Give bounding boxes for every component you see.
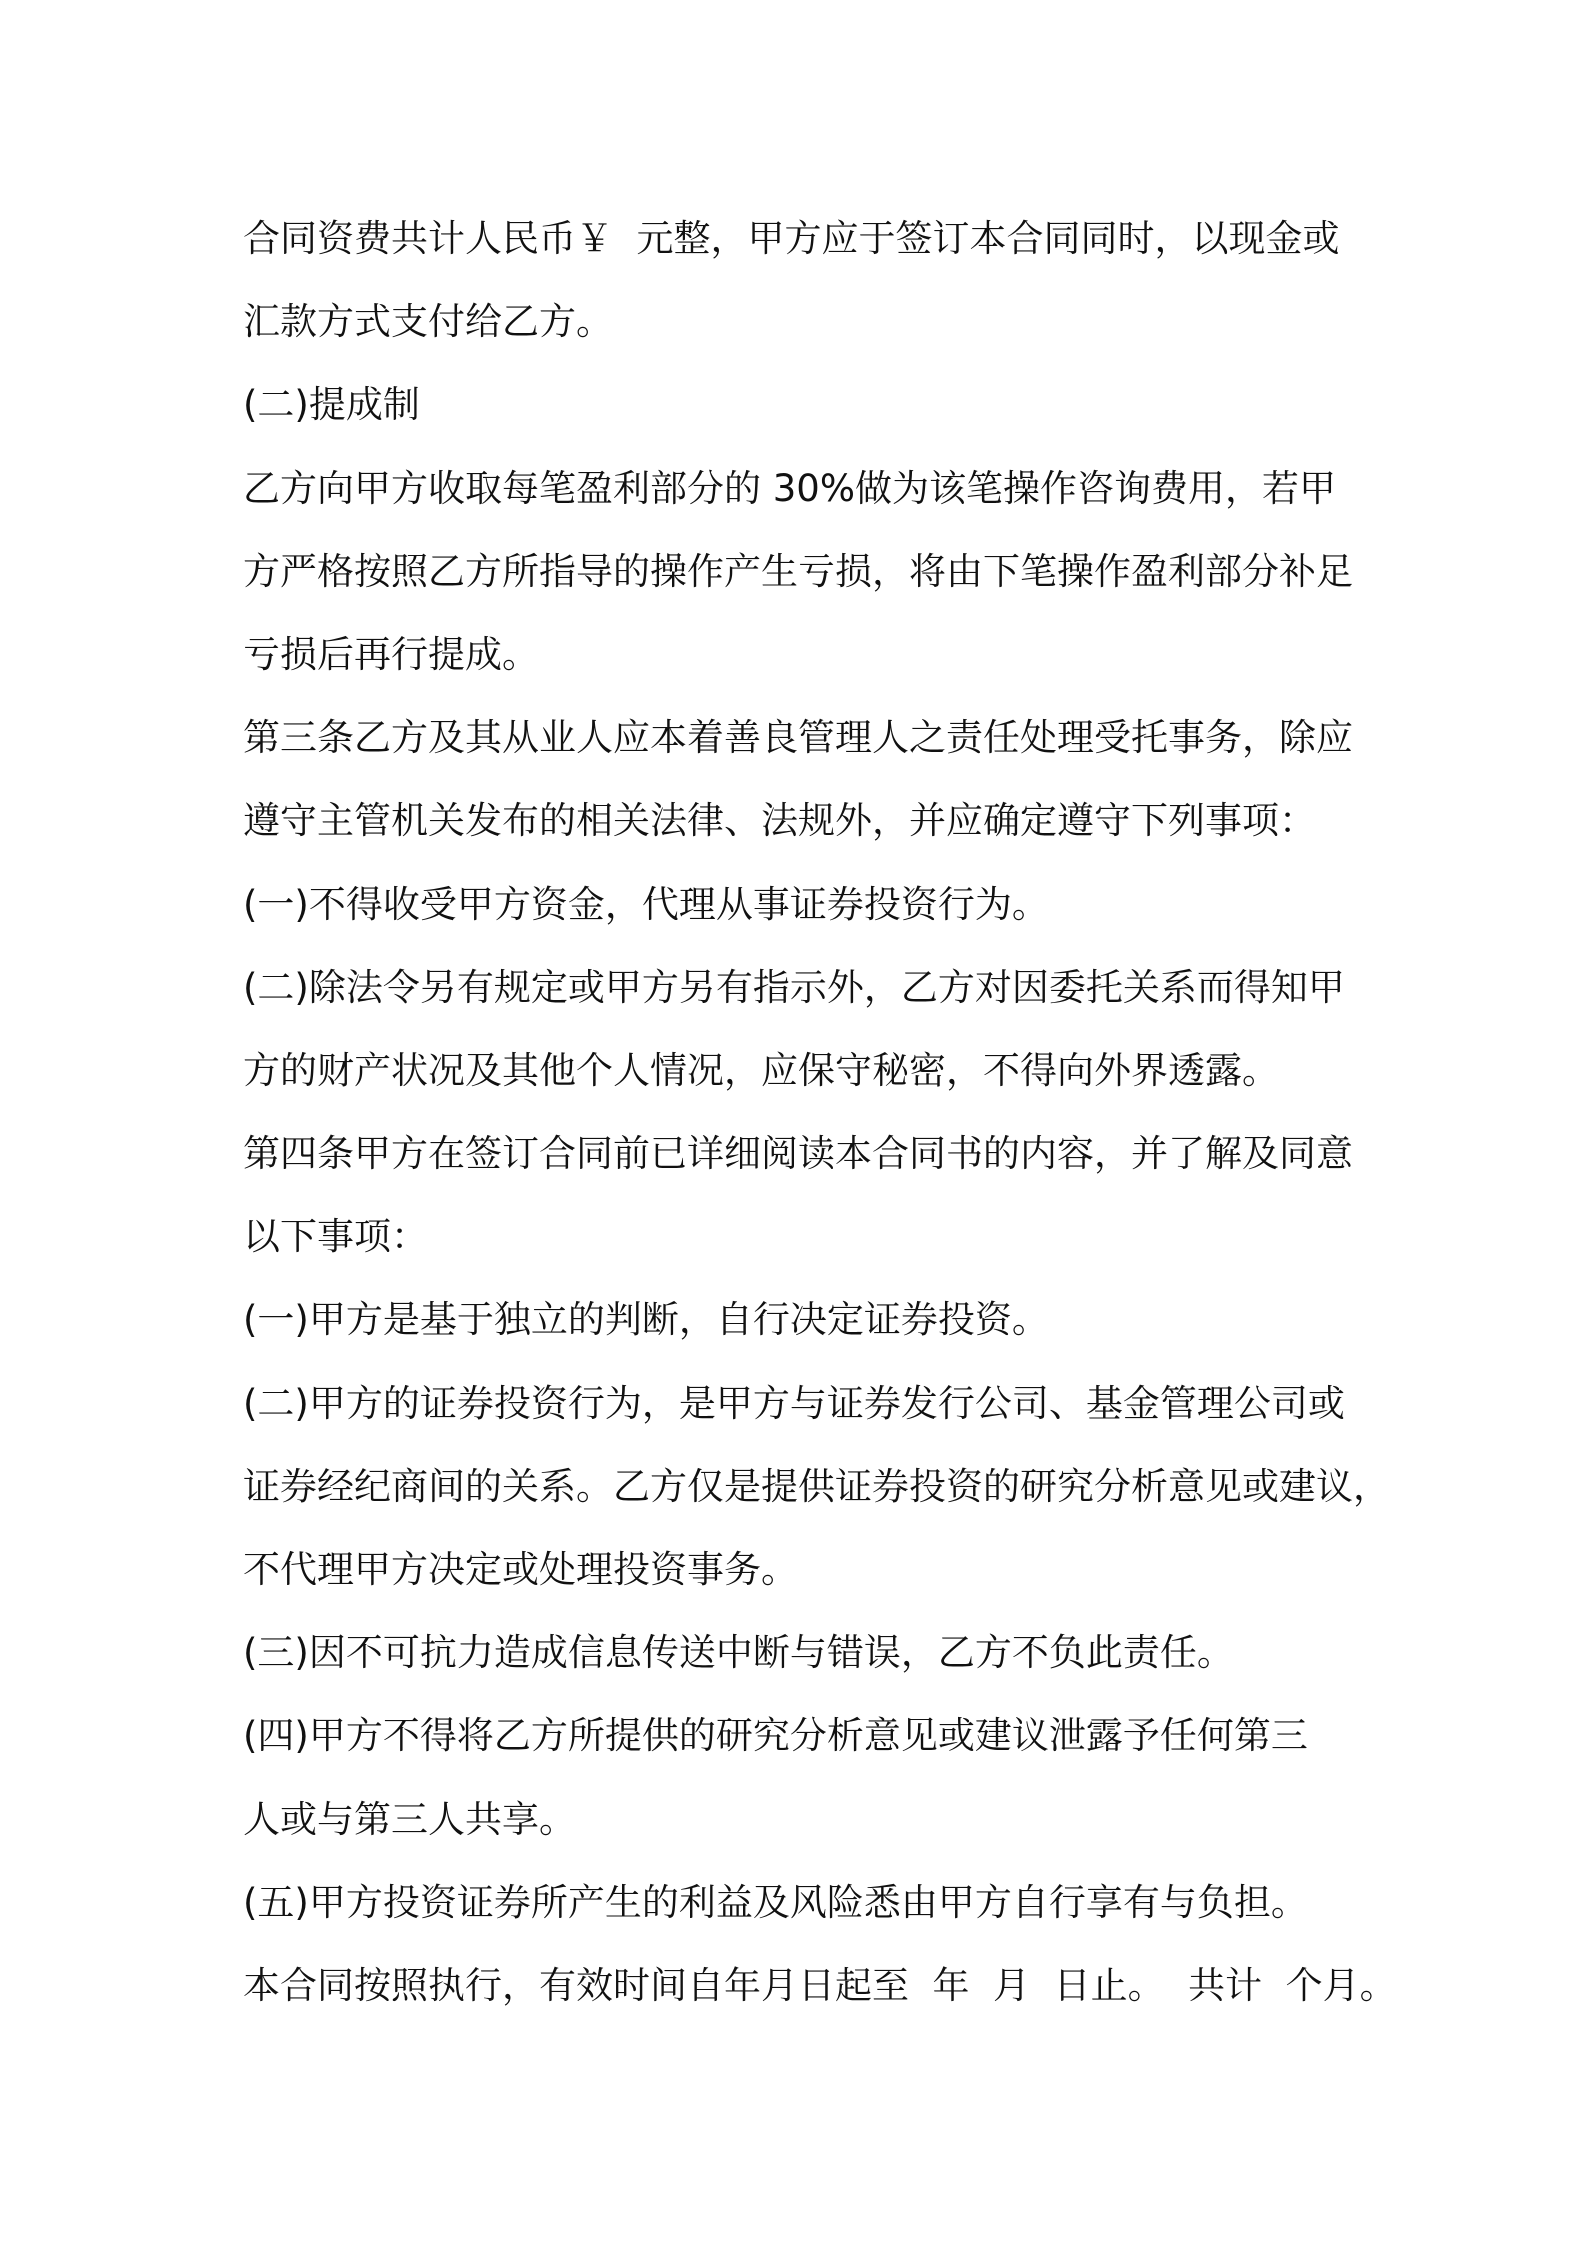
commission-heading: (二)提成制 <box>243 383 420 427</box>
article-four-item-4-line-2: 人或与第三人共享。 <box>243 1797 576 1841</box>
article-four-item-2-line-2: 证券经纪商间的关系。乙方仅是提供证券投资的研究分析意见或建议， <box>243 1464 1390 1508</box>
commission-line-3: 亏损后再行提成。 <box>243 632 539 676</box>
contract-text-body <box>243 197 1397 2027</box>
fee-payment-line: 汇款方式支付给乙方。 <box>243 300 613 344</box>
article-four-line-2: 以下事项： <box>243 1215 428 1259</box>
article-four-line-1: 第四条甲方在签订合同前已详细阅读本合同书的内容，并了解及同意 <box>243 1132 1353 1176</box>
contract-term-line: 本合同按照执行，有效时间自年月日起至 年 月 日止。 共计 个月。 <box>243 1963 1397 2007</box>
commission-line-2: 方严格按照乙方所指导的操作产生亏损，将由下笔操作盈利部分补足 <box>243 549 1353 593</box>
article-four-item-2-line-3: 不代理甲方决定或处理投资事务。 <box>243 1548 798 1591</box>
commission-line-1: 乙方向甲方收取每笔盈利部分的 30%做为该笔操作咨询费用，若甲 <box>243 466 1336 510</box>
article-four-item-5: (五)甲方投资证券所产生的利益及风险悉由甲方自行享有与负担。 <box>243 1880 1308 1924</box>
article-three-item-2-line-2: 方的财产状况及其他个人情况，应保守秘密，不得向外界透露。 <box>243 1048 1279 1092</box>
article-three-line-1: 第三条乙方及其从业人应本着善良管理人之责任处理受托事务，除应 <box>243 716 1353 760</box>
article-four-item-1: (一)甲方是基于独立的判断，自行决定证券投资。 <box>243 1298 1049 1342</box>
article-three-item-2-line-1: (二)除法令另有规定或甲方另有指示外，乙方对因委托关系而得知甲 <box>243 965 1345 1009</box>
article-three-line-2: 遵守主管机关发布的相关法律、法规外，并应确定遵守下列事项： <box>243 799 1316 843</box>
article-four-item-4-line-1: (四)甲方不得将乙方所提供的研究分析意见或建议泄露予任何第三 <box>243 1714 1308 1758</box>
fee-total-line: 合同资费共计人民币￥ 元整，甲方应于签订本合同同时，以现金或 <box>243 217 1340 260</box>
article-four-item-3: (三)因不可抗力造成信息传送中断与错误，乙方不负此责任。 <box>243 1631 1234 1675</box>
article-three-item-1: (一)不得收受甲方资金，代理从事证券投资行为。 <box>243 882 1049 926</box>
article-four-item-2-line-1: (二)甲方的证券投资行为，是甲方与证券发行公司、基金管理公司或 <box>243 1381 1345 1425</box>
